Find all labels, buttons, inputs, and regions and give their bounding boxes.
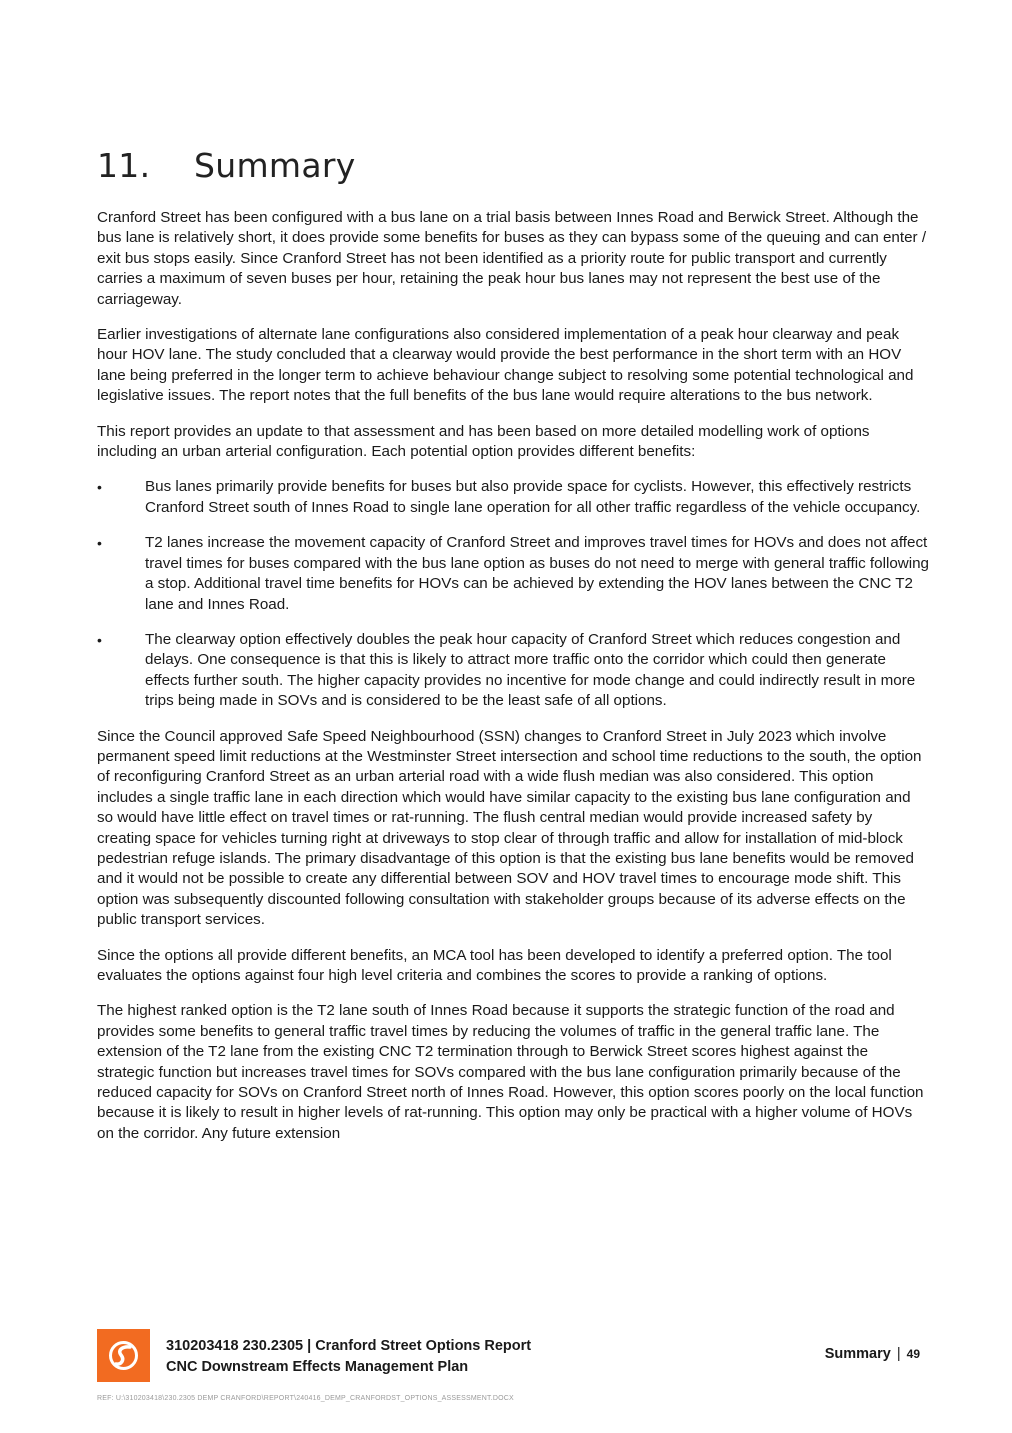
paragraph-2: Earlier investigations of alternate lane configurations also considered implementation of a peak hour clearway and peak hour HOV lane. The study concluded that a clearway would provide the best performance in the short term with an HOV lane being preferred in the longer term to achieve behaviour change subject to resolving some potential technological and legislative issues. The report notes that the full benefits of the bus lane would require alterations to the bus network. xyxy=(97,326,914,405)
options-list xyxy=(97,477,929,711)
stantec-logo-icon xyxy=(97,1329,150,1382)
list-item xyxy=(97,477,929,518)
bullet-icon: • xyxy=(97,535,102,552)
footer-document-title xyxy=(166,1336,531,1378)
footer-page-label xyxy=(825,1346,920,1362)
page-title xyxy=(97,146,356,185)
section-title: Summary xyxy=(194,146,356,185)
bullet-icon: • xyxy=(97,631,102,648)
list-item xyxy=(97,630,929,712)
paragraph-5: Since the options all provide different benefits, an MCA tool has been developed to identify a preferred option. The tool evaluates the options against four high level criteria and combines the scores to provide a ranking of options. xyxy=(97,946,892,984)
paragraph-6: The highest ranked option is the T2 lane south of Innes Road because it supports the strategic function of the road and provides some benefits to general traffic travel times by reducing the volumes of traffic in the general traffic lane. The extension of the T2 lane from the existing CNC T2 termination through to Berwick Street scores highest against the strategic function but increases travel times for SOVs compared with the bus lane configuration primarily because of the reduced capacity for SOVs on Cranford Street north of Innes Road. However, this option scores poorly on the local function because it is likely to result in higher levels of rat-running. This option may only be practical with a higher volume of HOVs on the corridor. Any future extension xyxy=(97,1002,924,1142)
footer-line-1: 310203418 230.2305 | Cranford Street Options Report xyxy=(166,1338,532,1354)
paragraph-4: Since the Council approved Safe Speed Neighbourhood (SSN) changes to Cranford Street in July 2023 which involve permanent speed limit reductions at the Westminster Street intersection and school time reductions to the south, the option of reconfiguring Cranford Street as an urban arterial road with a wide flush median was also considered. This option includes a single traffic lane in each direction which would have similar capacity to the existing bus lane configuration and so would have little effect on travel times or rat-running. The flush central median would provide increased safety by creating space for vehicles turning right at driveways to stop clear of through traffic and allow for installation of mid-block pedestrian refuge islands. The primary disadvantage of this option is that the existing bus lane benefits would be removed and it would not be possible to create any differential between SOV and HOV travel times to encourage mode shift. This option was subsequently discounted following consultation with stakeholder groups because of its adverse effects on the public transport services. xyxy=(97,727,922,929)
footer-section-label: Summary xyxy=(824,1346,891,1362)
bullet-icon: • xyxy=(97,479,102,496)
section-number: 11. xyxy=(97,146,151,185)
footer-separator: | xyxy=(896,1346,901,1362)
list-item xyxy=(97,533,929,615)
page-number: 49 xyxy=(906,1347,920,1361)
list-item-text: T2 lanes increase the movement capacity of Cranford Street and improves travel times for HOVs and does not affect travel times for buses compared with the bus lane option as buses do not need to merge with general traffic following a stop. Additional travel time benefits for HOVs can be achieved by extending the HOV lanes between the CNC T2 lane and Innes Road. xyxy=(145,534,930,613)
footer-line-2: CNC Downstream Effects Management Plan xyxy=(166,1359,469,1375)
paragraph-3: This report provides an update to that assessment and has been based on more detailed modelling work of options including an urban arterial configuration. Each potential option provides different benefits: xyxy=(97,422,870,461)
list-item-text: The clearway option effectively doubles the peak hour capacity of Cranford Street which reduces congestion and delays. One consequence is that this is likely to attract more traffic onto the corridor which could then generate effects further south. The higher capacity provides no incentive for mode change and could indirectly result in more trips being made in SOVs and is considered to be the least safe of all options. xyxy=(145,630,916,710)
list-item-text: Bus lanes primarily provide benefits for buses but also provide space for cyclists. However, this effectively restricts Cranford Street south of Innes Road to single lane operation for all other traffic regardless of the vehicle occupancy. xyxy=(145,478,921,516)
paragraph-1: Cranford Street has been configured with a bus lane on a trial basis between Innes Road and Berwick Street. Although the bus lane is relatively short, it does provide some benefits for buses as they can bypass some of the queuing and can enter / exit bus stops easily. Since Cranford Street has not been identified as a priority route for public transport and currently carries a maximum of seven buses per hour, retaining the peak hour bus lanes may not represent the best use of the carriageway. xyxy=(97,209,927,308)
footer-reference-path: REF: U:\310203418\230.2305 DEMP CRANFORD\REPORT\240416_DEMP_CRANFORDST_OPTIONS_ASSESSMENT.DOCX xyxy=(97,1395,514,1402)
body-content xyxy=(97,208,929,1159)
